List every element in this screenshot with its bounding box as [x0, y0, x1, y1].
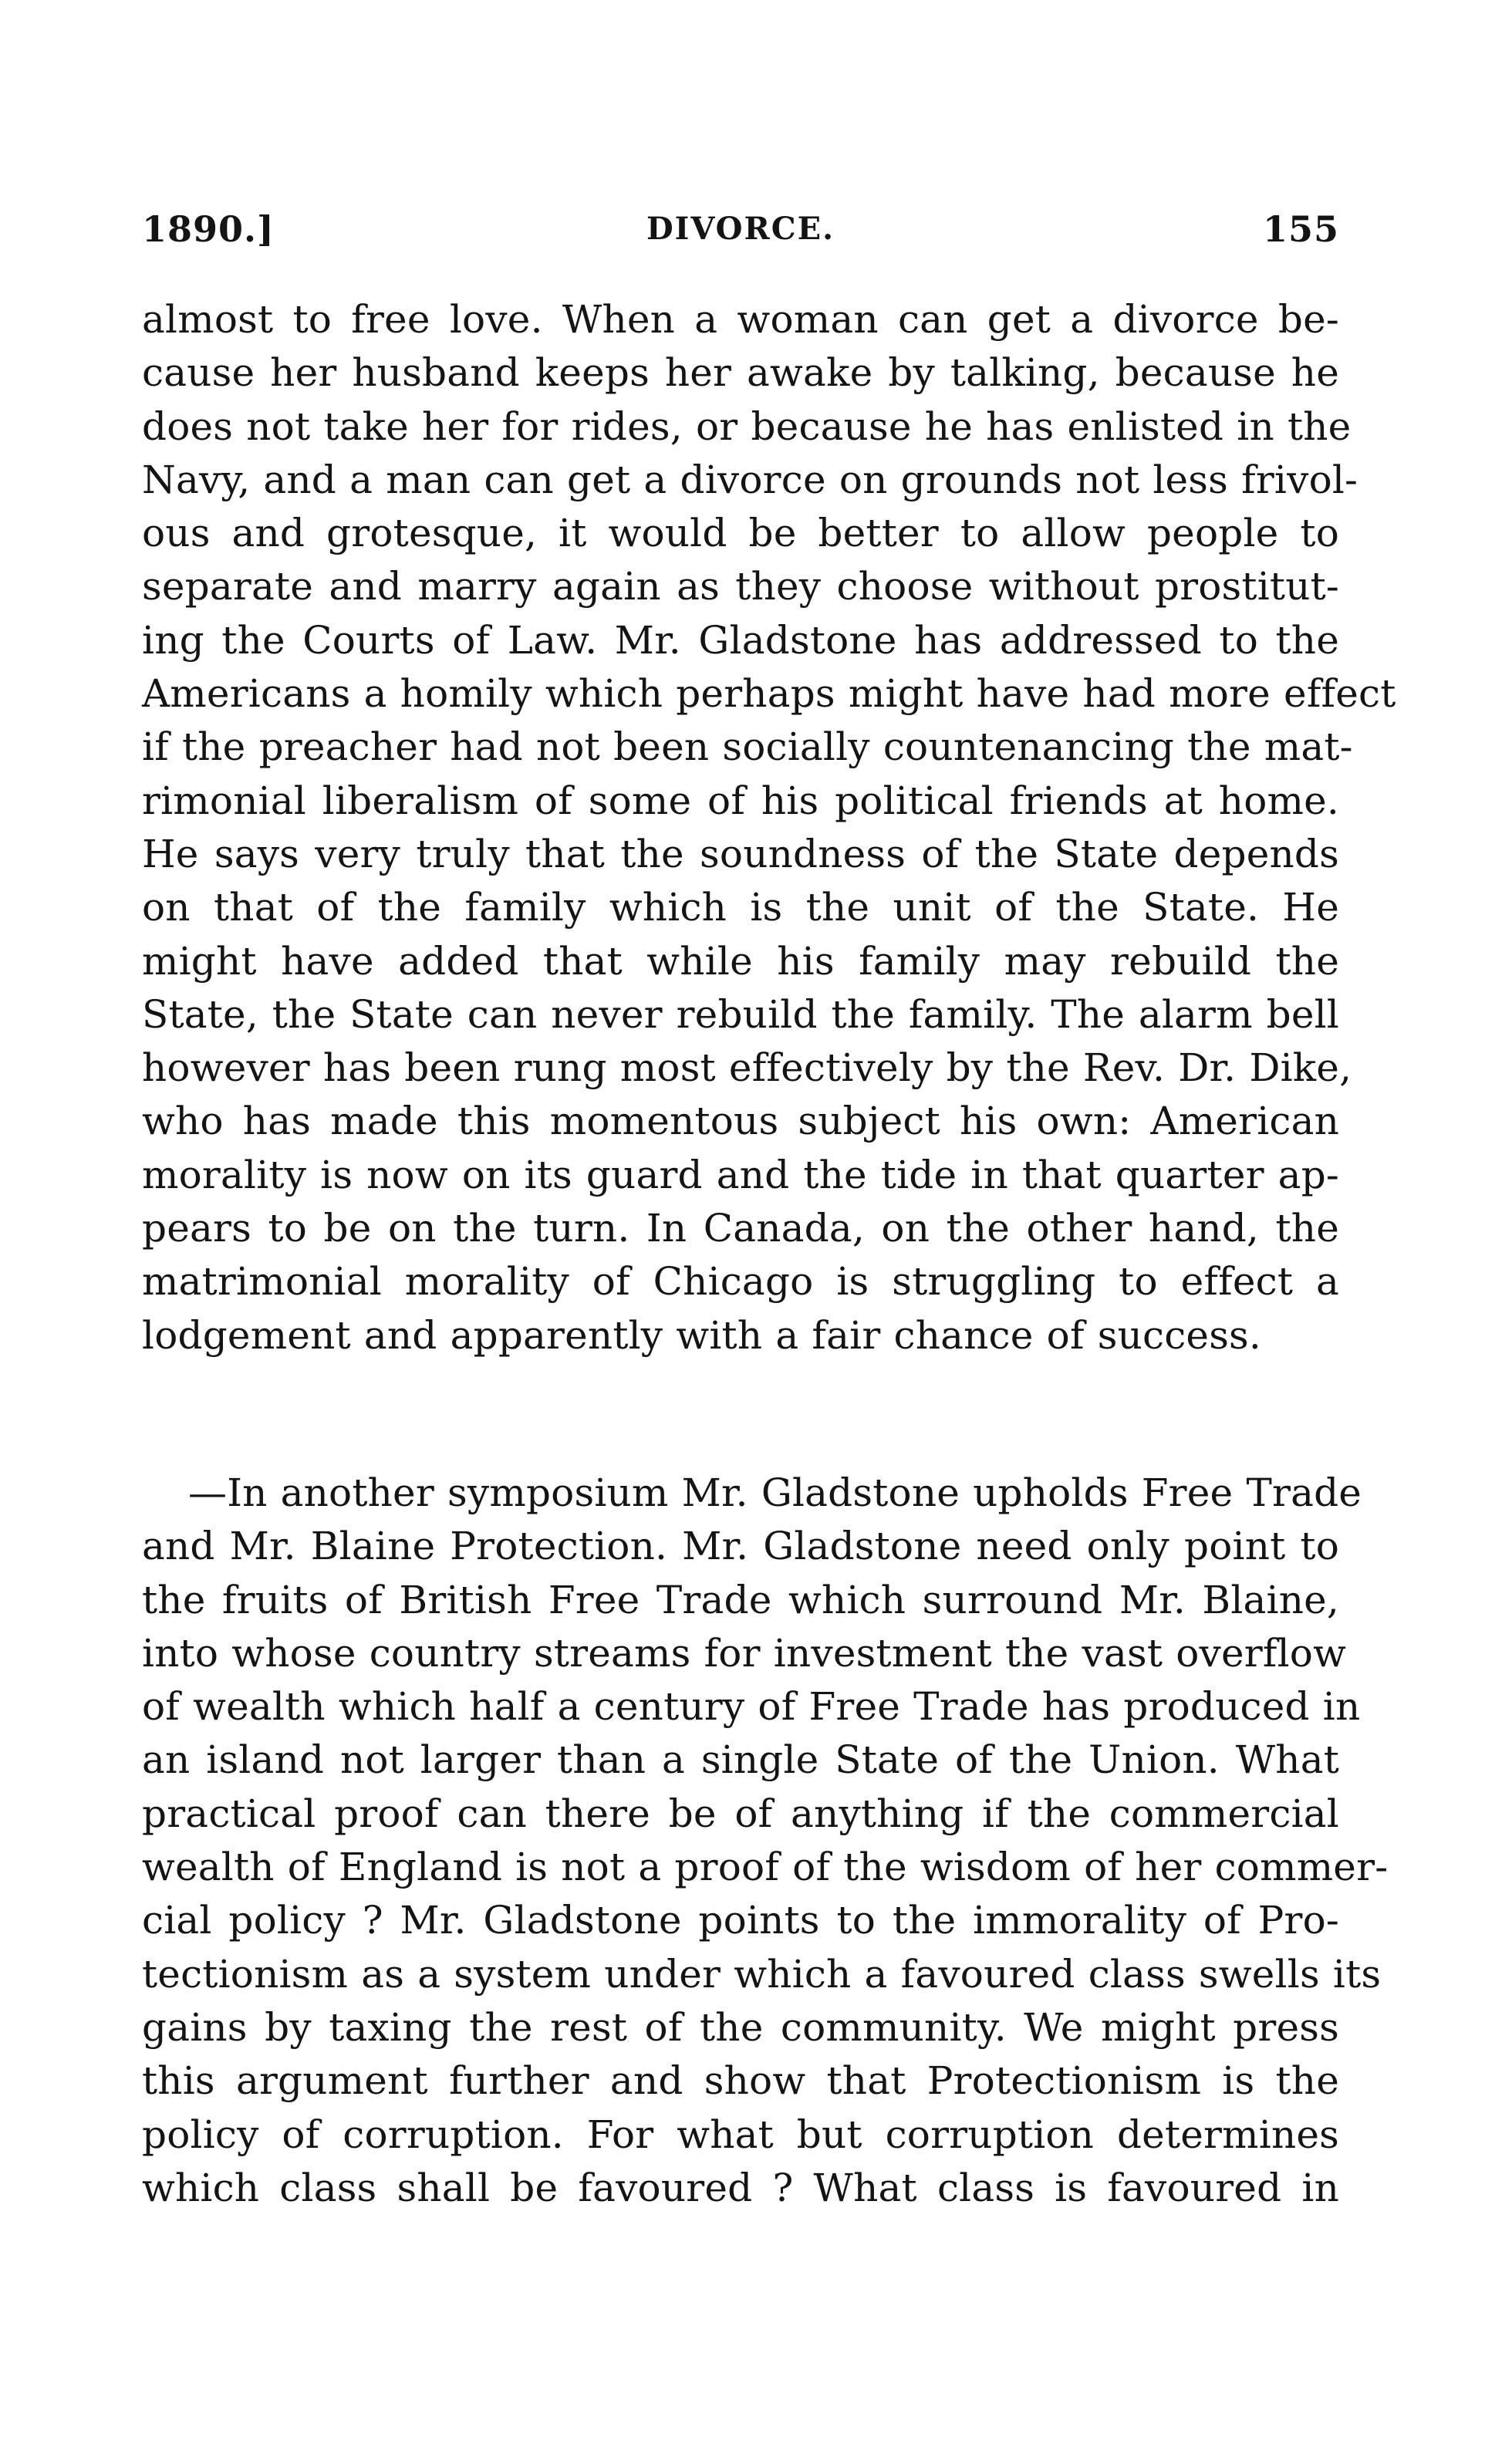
text-line: this argument further and show that Protectionism is the [142, 2058, 1339, 2104]
text-line: cial policy ? Mr. Gladstone points to the immorality of Pro- [142, 1898, 1339, 1943]
text-line: of wealth which half a century of Free Trade has produced in [142, 1684, 1361, 1730]
text-line: who has made this momentous subject his own: American [142, 1099, 1339, 1144]
text-line: He says very truly that the soundness of the State depends [142, 831, 1339, 876]
text-line: separate and marry again as they choose without prostitut- [142, 564, 1339, 609]
text-line: and Mr. Blaine Protection. Mr. Gladstone need only point to [142, 1524, 1339, 1569]
paragraph-free-trade [142, 1467, 1389, 2215]
text-line: matrimonial morality of Chicago is struggling to effect a [142, 1259, 1339, 1305]
text-line: State, the State can never rebuild the family. The alarm bell [142, 991, 1339, 1037]
text-line: tectionism as a system under which a favoured class swells its [142, 1951, 1382, 1997]
text-line: ing the Courts of Law. Mr. Gladstone has addressed to the [142, 617, 1339, 663]
paragraph-divorce [142, 293, 1396, 1362]
text-line: however has been rung most effectively by the Rev. Dr. Dike, [142, 1045, 1352, 1091]
text-line: policy of corruption. For what but corruption determines [142, 2112, 1339, 2157]
text-line: into whose country streams for investment the vast overflow [142, 1630, 1347, 1676]
text-line: does not take her for rides, or because he has enlisted in the [142, 403, 1352, 449]
text-line: might have added that while his family may rebuild the [142, 938, 1339, 984]
text-line: practical proof can there be of anything if the commercial [142, 1791, 1339, 1836]
running-head-title: DIVORCE. [646, 211, 835, 247]
running-head [142, 202, 1339, 256]
text-line: if the preacher had not been socially countenancing the mat- [142, 724, 1353, 770]
text-line: rimonial liberalism of some of his political friends at home. [142, 778, 1339, 823]
text-line: an island not larger than a single State of the Union. What [142, 1737, 1339, 1783]
text-line: Americans a homily which perhaps might have had more effect [142, 671, 1396, 717]
text-line: cause her husband keeps her awake by talking, because he [142, 350, 1339, 396]
text-line: Navy, and a man can get a divorce on grounds not less frivol- [142, 457, 1358, 502]
text-line: —In another symposium Mr. Gladstone upholds Free Trade [188, 1470, 1362, 1515]
text-line: pears to be on the turn. In Canada, on the other hand, the [142, 1206, 1339, 1251]
text-line: gains by taxing the rest of the community. We might press [142, 2004, 1339, 2050]
text-line: ous and grotesque, it would be better to allow people to [142, 511, 1339, 556]
text-line: wealth of England is not a proof of the wisdom of her commer- [142, 1845, 1389, 1890]
running-head-year: 1890.] [142, 208, 275, 250]
text-line: almost to free love. When a woman can get a divorce be- [142, 297, 1339, 342]
page-number: 155 [1262, 208, 1339, 250]
text-line: the fruits of British Free Trade which surround Mr. Blaine, [142, 1577, 1339, 1622]
text-line: morality is now on its guard and the tide in that quarter ap- [142, 1152, 1339, 1197]
text-line: which class shall be favoured ? What class is favoured in [142, 2165, 1339, 2210]
text-line: on that of the family which is the unit of the State. He [142, 885, 1339, 930]
text-line: lodgement and apparently with a fair chance of success. [142, 1312, 1262, 1358]
